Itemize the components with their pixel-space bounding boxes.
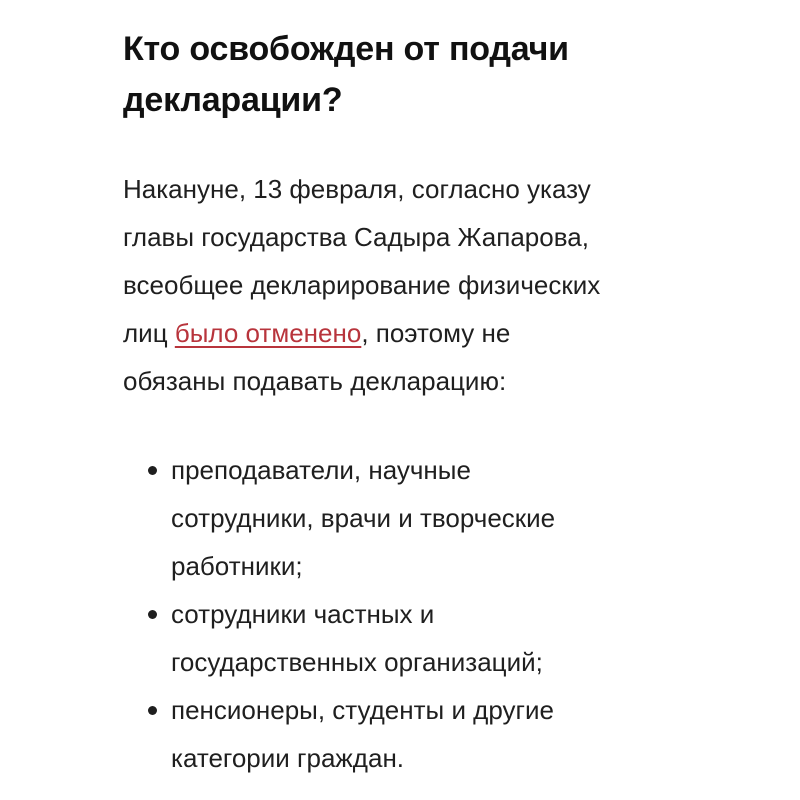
bullet-icon (148, 466, 157, 475)
list-item-line: государственных организаций; (171, 647, 543, 677)
paragraph-text: лиц (123, 318, 175, 348)
list-item (123, 590, 683, 686)
heading-line: Кто освобожден от подачи (123, 30, 569, 68)
cancelled-link[interactable]: было отменено (174, 318, 362, 348)
list-item (123, 686, 683, 782)
list-item-line: преподаватели, научные (171, 455, 471, 485)
article (123, 24, 683, 782)
paragraph-text: , поэтому не (361, 318, 511, 348)
list-item-line: сотрудники частных и (171, 599, 435, 629)
paragraph-line: всеобщее декларирование физических (123, 270, 601, 300)
list-item-line: сотрудники, врачи и творческие (171, 503, 556, 533)
paragraph-line: главы государства Садыра Жапарова, (123, 222, 589, 252)
exempt-list (123, 446, 683, 782)
list-item-line: работники; (171, 551, 303, 581)
bullet-icon (148, 610, 157, 619)
list-item-line: категории граждан. (171, 743, 405, 773)
section-heading (123, 24, 683, 126)
paragraph-line: обязаны подавать декларацию: (123, 366, 507, 396)
list-item (123, 446, 683, 590)
paragraph-line: Накануне, 13 февраля, согласно указу (123, 174, 591, 204)
heading-line: декларации? (123, 81, 343, 119)
bullet-icon (148, 706, 157, 715)
intro-paragraph (123, 165, 683, 405)
list-item-line: пенсионеры, студенты и другие (171, 695, 554, 725)
